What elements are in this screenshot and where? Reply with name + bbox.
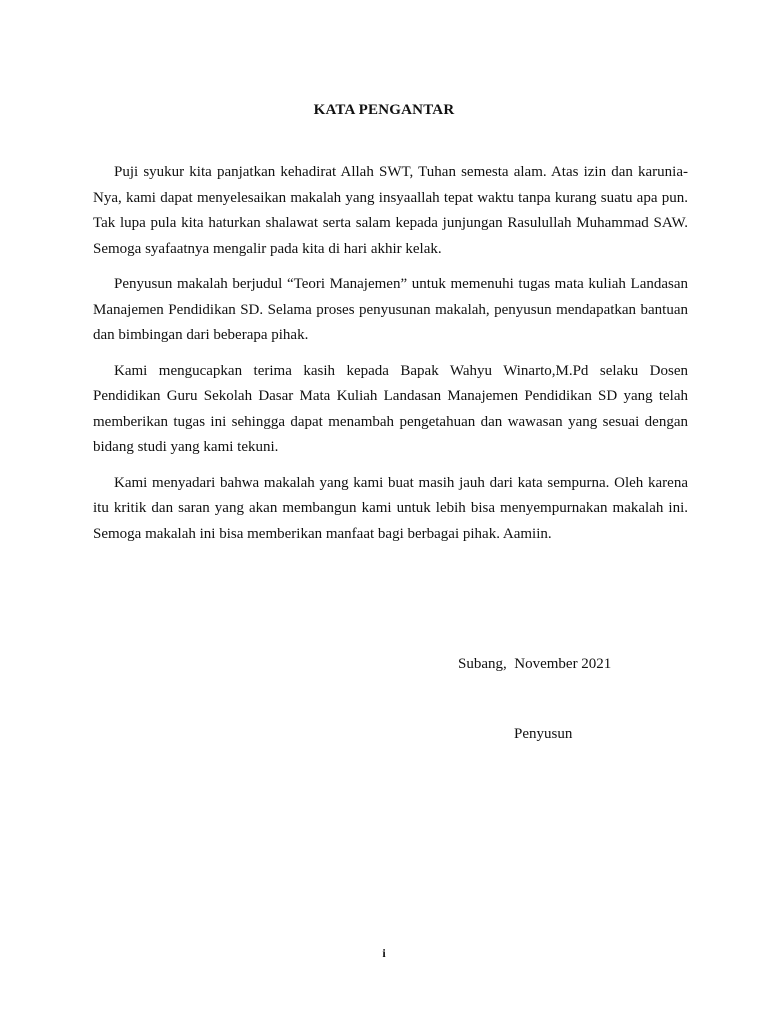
body-text [93, 160, 688, 557]
signature-label: Penyusun [514, 726, 573, 742]
paragraph-1: Puji syukur kita panjatkan kehadirat Allah SWT, Tuhan semesta alam. Atas izin dan karunia-Nya, kami dapat menyelesaikan makalah yang insyaallah tepat waktu tanpa kurang suatu apa pun. Tak lupa pula kita haturkan shalawat serta salam kepada junjungan Rasulullah Muhammad SAW. Semoga syafaatnya mengalir pada kita di hari akhir kelak. [93, 164, 688, 257]
paragraph-2: Penyusun makalah berjudul “Teori Manajemen” untuk memenuhi tugas mata kuliah Landasan Manajemen Pendidikan SD. Selama proses penyusunan makalah, penyusun mendapatkan bantuan dan bimbingan dari beberapa pihak. [93, 276, 688, 343]
paragraph-3: Kami mengucapkan terima kasih kepada Bapak Wahyu Winarto,M.Pd selaku Dosen Pendidikan Guru Sekolah Dasar Mata Kuliah Landasan Manajemen Pendidikan SD yang telah memberikan tugas ini sehingga dapat menambah pengetahuan dan wawasan yang sesuai dengan bidang studi yang kami tekuni. [93, 362, 688, 455]
page-title: KATA PENGANTAR [313, 102, 455, 118]
page-number: i [382, 946, 386, 960]
paragraph-4: Kami menyadari bahwa makalah yang kami buat masih jauh dari kata sempurna. Oleh karena itu kritik dan saran yang akan membangun kami untuk lebih bisa menyempurnakan makalah ini. Semoga makalah ini bisa memberikan manfaat bagi berbagai pihak. Aamiin. [93, 474, 688, 542]
place-date: Subang, November 2021 [458, 656, 612, 672]
